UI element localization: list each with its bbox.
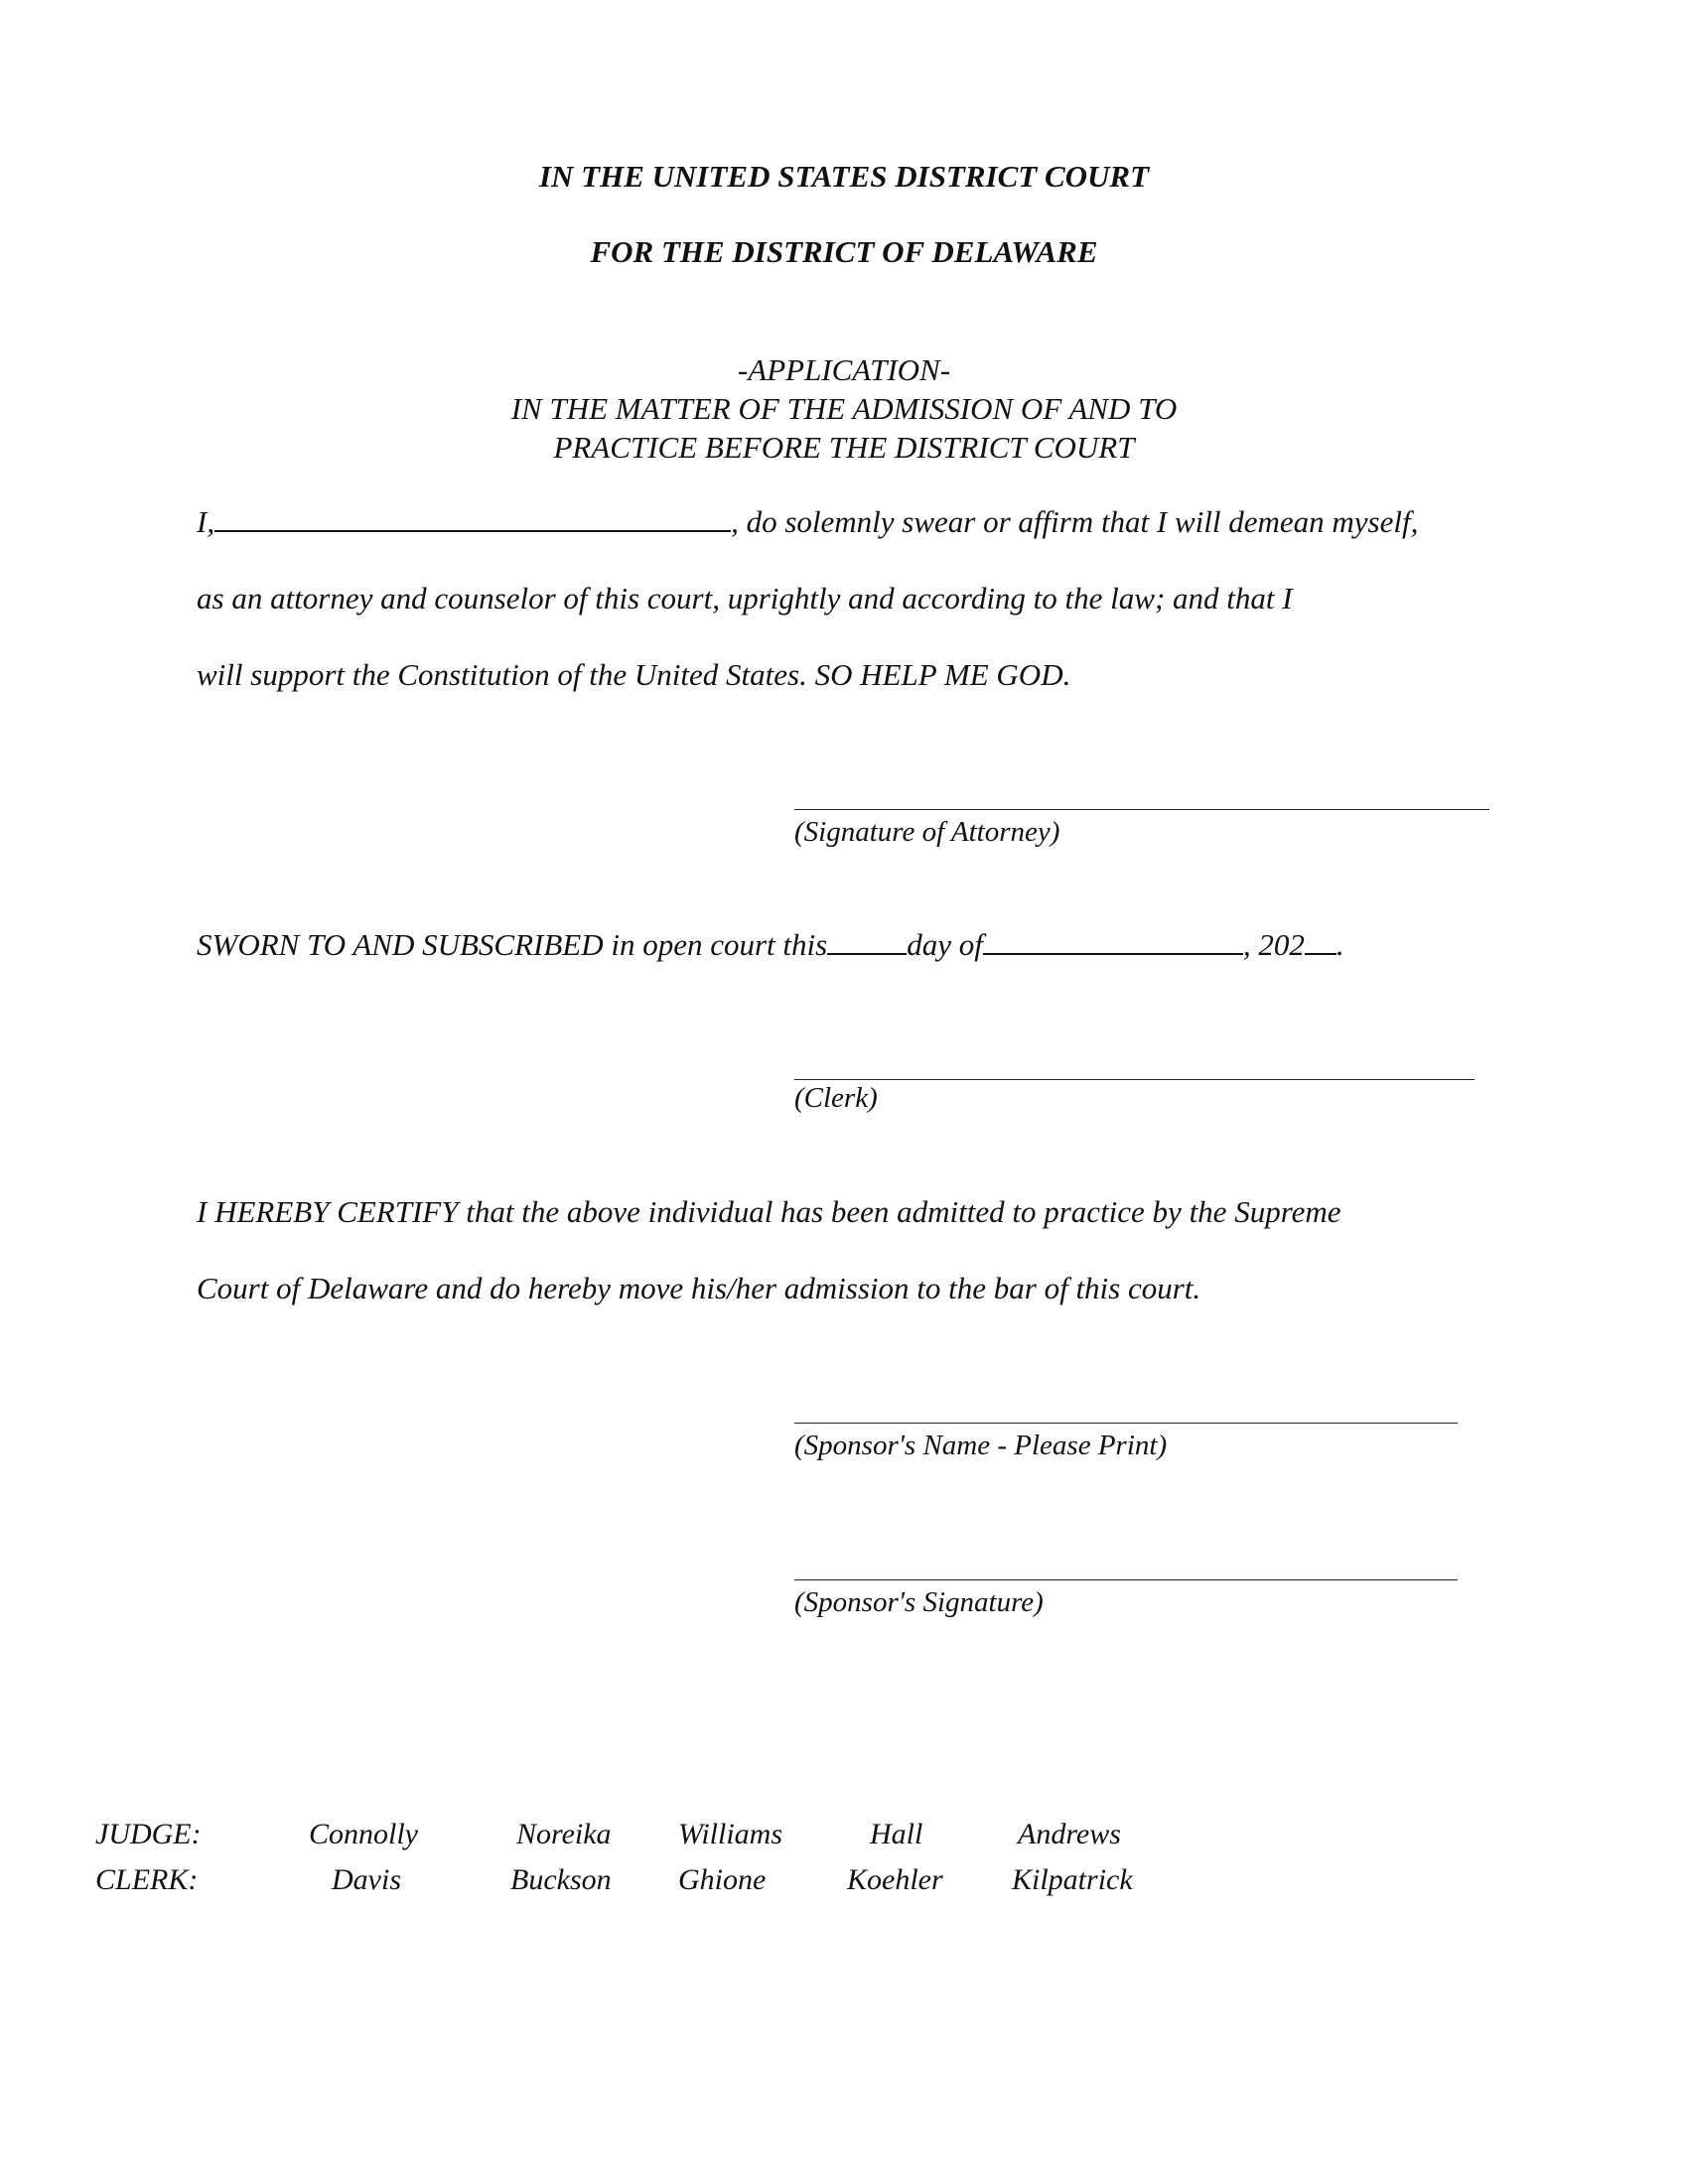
clerk-label: CLERK: [95,1863,199,1896]
oath-line2: as an attorney and counselor of this court, uprightly and according to the law; and that I [197,581,1293,615]
application-title-line2: PRACTICE BEFORE THE DISTRICT COURT [553,430,1135,465]
judge-name: Andrews [1018,1818,1121,1850]
oath-line1-suffix: , do solemnly swear or affirm that I will demean myself, [731,504,1419,539]
clerk-signature-line[interactable] [794,1079,1475,1080]
court-heading: IN THE UNITED STATES DISTRICT COURT [538,159,1150,194]
oath-line1 [197,504,1418,540]
attorney-signature-caption: (Signature of Attorney) [794,816,1060,848]
clerk-name: Kilpatrick [1012,1863,1133,1896]
sworn-line [197,927,1344,963]
clerk-name: Buckson [510,1863,612,1896]
oath-line3: will support the Constitution of the United States. SO HELP ME GOD. [197,657,1071,692]
judge-name: Williams [678,1818,783,1850]
oath-prefix: I, [197,504,215,539]
district-heading: FOR THE DISTRICT OF DELAWARE [590,234,1098,269]
sponsor-signature-caption: (Sponsor's Signature) [794,1586,1044,1618]
application-label: -APPLICATION- [737,352,951,387]
sponsor-name-caption: (Sponsor's Name - Please Print) [794,1430,1168,1461]
clerk-name: Davis [332,1863,401,1896]
certify-line2: Court of Delaware and do hereby move his/her admission to the bar of this court. [197,1271,1201,1305]
sponsor-signature-line[interactable] [794,1579,1458,1580]
application-title-line1: IN THE MATTER OF THE ADMISSION OF AND TO [510,391,1178,426]
judge-label: JUDGE: [95,1818,202,1850]
year-blank[interactable] [1305,953,1336,955]
judge-name: Connolly [309,1818,418,1850]
clerk-name: Ghione [678,1863,767,1896]
sworn-year-suffix: . [1336,927,1344,962]
sworn-year-prefix: , 202 [1242,927,1305,962]
month-blank[interactable] [983,953,1243,955]
clerk-signature-caption: (Clerk) [794,1082,878,1114]
judge-name: Hall [870,1818,923,1850]
attorney-name-blank[interactable] [214,530,731,532]
day-blank[interactable] [827,953,907,955]
sworn-prefix: SWORN TO AND SUBSCRIBED in open court this [197,927,828,962]
judge-name: Noreika [516,1818,612,1850]
clerk-name: Koehler [847,1863,943,1896]
certify-line1: I HEREBY CERTIFY that the above individual has been admitted to practice by the Supreme [197,1194,1341,1229]
attorney-signature-line[interactable] [794,809,1489,810]
sworn-day-of: day of [907,927,983,962]
sponsor-name-line[interactable] [794,1423,1458,1424]
